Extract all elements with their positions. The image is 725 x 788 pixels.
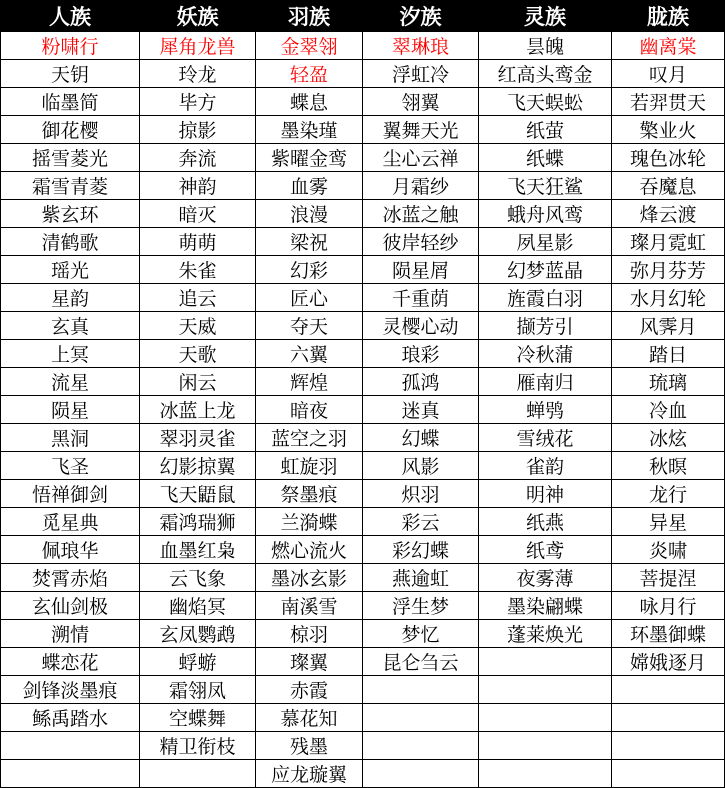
table-cell: 咏月行 <box>612 592 725 620</box>
table-cell: 蜉蝣 <box>140 648 256 676</box>
table-row <box>1 536 725 564</box>
table-row <box>1 144 725 172</box>
table-cell <box>479 732 612 760</box>
header-human: 人族 <box>1 1 140 32</box>
table-cell: 纸燕 <box>479 508 612 536</box>
table-cell: 吞魔息 <box>612 172 725 200</box>
table-cell: 炽羽 <box>363 480 479 508</box>
table-row <box>1 340 725 368</box>
table-cell: 蝶恋花 <box>1 648 140 676</box>
table-row <box>1 508 725 536</box>
table-cell: 墨冰玄影 <box>256 564 363 592</box>
table-cell: 梁祝 <box>256 228 363 256</box>
table-row <box>1 676 725 704</box>
table-cell: 雁南归 <box>479 368 612 396</box>
table-cell: 临墨简 <box>1 88 140 116</box>
table-cell: 彩幻蝶 <box>363 536 479 564</box>
table-row <box>1 312 725 340</box>
table-cell: 菩提涅 <box>612 564 725 592</box>
table-cell: 黑洞 <box>1 424 140 452</box>
table-cell: 雪绒花 <box>479 424 612 452</box>
table-row <box>1 564 725 592</box>
table-cell: 梦忆 <box>363 620 479 648</box>
table-cell <box>479 760 612 788</box>
table-cell: 明神 <box>479 480 612 508</box>
table-cell: 灵樱心动 <box>363 312 479 340</box>
table-cell: 暗灭 <box>140 200 256 228</box>
table-cell: 瑶光 <box>1 256 140 284</box>
table-row <box>1 256 725 284</box>
table-cell: 霜翎凤 <box>140 676 256 704</box>
table-row <box>1 760 725 788</box>
table-cell <box>612 676 725 704</box>
table-cell <box>612 732 725 760</box>
table-cell: 追云 <box>140 284 256 312</box>
table-cell: 霜雪青菱 <box>1 172 140 200</box>
table-cell: 暗夜 <box>256 396 363 424</box>
table-cell: 旌霞白羽 <box>479 284 612 312</box>
table-cell: 犀角龙兽 <box>140 32 256 60</box>
table-row <box>1 88 725 116</box>
table-cell: 浪漫 <box>256 200 363 228</box>
table-row <box>1 368 725 396</box>
table-cell: 浮生梦 <box>363 592 479 620</box>
table-cell: 幻彩 <box>256 256 363 284</box>
table-cell: 弥月芬芳 <box>612 256 725 284</box>
table-cell <box>479 704 612 732</box>
table-cell: 尘心云禅 <box>363 144 479 172</box>
table-cell: 幻影掠翼 <box>140 452 256 480</box>
table-row <box>1 424 725 452</box>
table-cell: 红高头鸾金 <box>479 60 612 88</box>
table-cell: 上冥 <box>1 340 140 368</box>
table-cell: 佩琅华 <box>1 536 140 564</box>
table-cell: 残墨 <box>256 732 363 760</box>
table-cell: 祭墨痕 <box>256 480 363 508</box>
table-cell: 幻梦蓝晶 <box>479 256 612 284</box>
table-cell: 浮虹冷 <box>363 60 479 88</box>
table-cell <box>1 732 140 760</box>
table-cell: 紫玄环 <box>1 200 140 228</box>
table-row <box>1 648 725 676</box>
table-cell: 星韵 <box>1 284 140 312</box>
table-cell: 辉煌 <box>256 368 363 396</box>
table-cell: 椋羽 <box>256 620 363 648</box>
table-cell: 纸鸢 <box>479 536 612 564</box>
table-cell: 萌萌 <box>140 228 256 256</box>
header-yao: 妖族 <box>140 1 256 32</box>
table-cell: 飞圣 <box>1 452 140 480</box>
table-cell: 烽云渡 <box>612 200 725 228</box>
table-cell: 水月幻轮 <box>612 284 725 312</box>
table-cell <box>140 760 256 788</box>
table-cell: 血雾 <box>256 172 363 200</box>
table-row <box>1 620 725 648</box>
table-cell: 异星 <box>612 508 725 536</box>
header-row <box>1 1 725 32</box>
table-cell: 虹旋羽 <box>256 452 363 480</box>
table-row <box>1 452 725 480</box>
table-cell: 悟禅御剑 <box>1 480 140 508</box>
table-cell: 南溪雪 <box>256 592 363 620</box>
table-cell: 血墨红枭 <box>140 536 256 564</box>
table-cell: 夺天 <box>256 312 363 340</box>
table-cell: 彼岸轻纱 <box>363 228 479 256</box>
header-ling: 灵族 <box>479 1 612 32</box>
table-cell: 昙魄 <box>479 32 612 60</box>
table-cell <box>479 648 612 676</box>
table-cell: 瑰色冰轮 <box>612 144 725 172</box>
table-cell: 月霜纱 <box>363 172 479 200</box>
table-cell: 粉啸行 <box>1 32 140 60</box>
table-cell <box>363 704 479 732</box>
table-row <box>1 284 725 312</box>
table-body <box>1 32 725 788</box>
table-cell: 琉璃 <box>612 368 725 396</box>
table-cell <box>363 676 479 704</box>
table-cell: 燕逾虹 <box>363 564 479 592</box>
table-cell: 夜雾薄 <box>479 564 612 592</box>
table-cell: 鲧禹踏水 <box>1 704 140 732</box>
table-cell: 幽焰冥 <box>140 592 256 620</box>
table-row <box>1 592 725 620</box>
header-xi: 汐族 <box>363 1 479 32</box>
table-cell: 朱雀 <box>140 256 256 284</box>
table-cell: 精卫衔枝 <box>140 732 256 760</box>
table-cell: 冰炫 <box>612 424 725 452</box>
table-cell: 焚霄赤焰 <box>1 564 140 592</box>
table-cell: 空蝶舞 <box>140 704 256 732</box>
table-cell: 玲龙 <box>140 60 256 88</box>
table-cell: 蝉鸮 <box>479 396 612 424</box>
table-cell <box>612 760 725 788</box>
table-cell: 霜鸿瑞狮 <box>140 508 256 536</box>
table-cell: 檠业火 <box>612 116 725 144</box>
table-cell: 蛾舟风鸾 <box>479 200 612 228</box>
table-row <box>1 732 725 760</box>
table-cell: 雀韵 <box>479 452 612 480</box>
table-cell: 玄仙剑极 <box>1 592 140 620</box>
table-cell <box>363 732 479 760</box>
table-cell: 冰蓝上龙 <box>140 396 256 424</box>
table-cell: 飞天鼯鼠 <box>140 480 256 508</box>
table-cell: 闲云 <box>140 368 256 396</box>
table-cell: 玄凤鹦鹉 <box>140 620 256 648</box>
table-cell: 奔流 <box>140 144 256 172</box>
table-row <box>1 480 725 508</box>
table-header <box>1 1 725 32</box>
table-cell: 叹月 <box>612 60 725 88</box>
table-row <box>1 60 725 88</box>
table-cell: 觅星典 <box>1 508 140 536</box>
table-cell: 迷真 <box>363 396 479 424</box>
table-cell: 冰蓝之触 <box>363 200 479 228</box>
table-cell: 蓝空之羽 <box>256 424 363 452</box>
table-row <box>1 396 725 424</box>
table-cell: 幽离棠 <box>612 32 725 60</box>
table-cell: 掠影 <box>140 116 256 144</box>
table-cell: 慕花知 <box>256 704 363 732</box>
table-cell: 孤鸿 <box>363 368 479 396</box>
table-cell: 千重荫 <box>363 284 479 312</box>
table-cell <box>363 760 479 788</box>
table-cell: 六翼 <box>256 340 363 368</box>
table-cell: 冷血 <box>612 396 725 424</box>
table-cell: 嫦娥逐月 <box>612 648 725 676</box>
table-cell: 轻盈 <box>256 60 363 88</box>
table-cell: 紫曜金鸾 <box>256 144 363 172</box>
table-cell <box>612 704 725 732</box>
table-cell: 幻蝶 <box>363 424 479 452</box>
table-cell: 流星 <box>1 368 140 396</box>
table-cell: 飞天蜈蚣 <box>479 88 612 116</box>
table-cell <box>479 676 612 704</box>
table-cell: 匠心 <box>256 284 363 312</box>
table-cell: 环墨御蝶 <box>612 620 725 648</box>
table-cell: 神韵 <box>140 172 256 200</box>
table-cell: 金翠翎 <box>256 32 363 60</box>
table-cell: 风霁月 <box>612 312 725 340</box>
table-cell: 蓬莱焕光 <box>479 620 612 648</box>
table-cell: 应龙璇翼 <box>256 760 363 788</box>
table-cell: 蝶息 <box>256 88 363 116</box>
table-cell: 纸蝶 <box>479 144 612 172</box>
table-cell <box>1 760 140 788</box>
table-cell: 冷秋蒲 <box>479 340 612 368</box>
table-cell: 若羿贯天 <box>612 88 725 116</box>
table-row <box>1 32 725 60</box>
table-cell: 夙星影 <box>479 228 612 256</box>
table-cell: 纸萤 <box>479 116 612 144</box>
table-cell: 剑锋淡墨痕 <box>1 676 140 704</box>
table-row <box>1 200 725 228</box>
table-cell: 御花樱 <box>1 116 140 144</box>
header-yu: 羽族 <box>256 1 363 32</box>
table-cell: 天歌 <box>140 340 256 368</box>
table-row <box>1 704 725 732</box>
table-cell: 龙行 <box>612 480 725 508</box>
table-cell: 天钥 <box>1 60 140 88</box>
table-cell: 翠琳琅 <box>363 32 479 60</box>
table-cell: 翼舞天光 <box>363 116 479 144</box>
table-cell: 溯情 <box>1 620 140 648</box>
table-cell: 风影 <box>363 452 479 480</box>
table-cell: 玄真 <box>1 312 140 340</box>
table-cell: 墨染瑾 <box>256 116 363 144</box>
table-cell: 璨翼 <box>256 648 363 676</box>
table-cell: 陨星屑 <box>363 256 479 284</box>
table-cell: 陨星 <box>1 396 140 424</box>
table-cell: 墨染翩蝶 <box>479 592 612 620</box>
table-cell: 翎翼 <box>363 88 479 116</box>
table-row <box>1 172 725 200</box>
table-cell: 彩云 <box>363 508 479 536</box>
table-cell: 摇雪菱光 <box>1 144 140 172</box>
table-cell: 璨月霓虹 <box>612 228 725 256</box>
table-cell: 踏日 <box>612 340 725 368</box>
table-cell: 赤霞 <box>256 676 363 704</box>
table-cell: 琅彩 <box>363 340 479 368</box>
table-cell: 翠羽灵雀 <box>140 424 256 452</box>
table-cell: 兰漪蝶 <box>256 508 363 536</box>
table-cell: 云飞象 <box>140 564 256 592</box>
table-cell: 飞天狂鲨 <box>479 172 612 200</box>
table-row <box>1 116 725 144</box>
table-cell: 炎啸 <box>612 536 725 564</box>
table-cell: 清鹤歌 <box>1 228 140 256</box>
table-cell: 天威 <box>140 312 256 340</box>
table-row <box>1 228 725 256</box>
table-cell: 燃心流火 <box>256 536 363 564</box>
header-long: 胧族 <box>612 1 725 32</box>
table-cell: 昆仑刍云 <box>363 648 479 676</box>
table-cell: 撷芳引 <box>479 312 612 340</box>
table-cell: 毕方 <box>140 88 256 116</box>
table-cell: 秋暝 <box>612 452 725 480</box>
